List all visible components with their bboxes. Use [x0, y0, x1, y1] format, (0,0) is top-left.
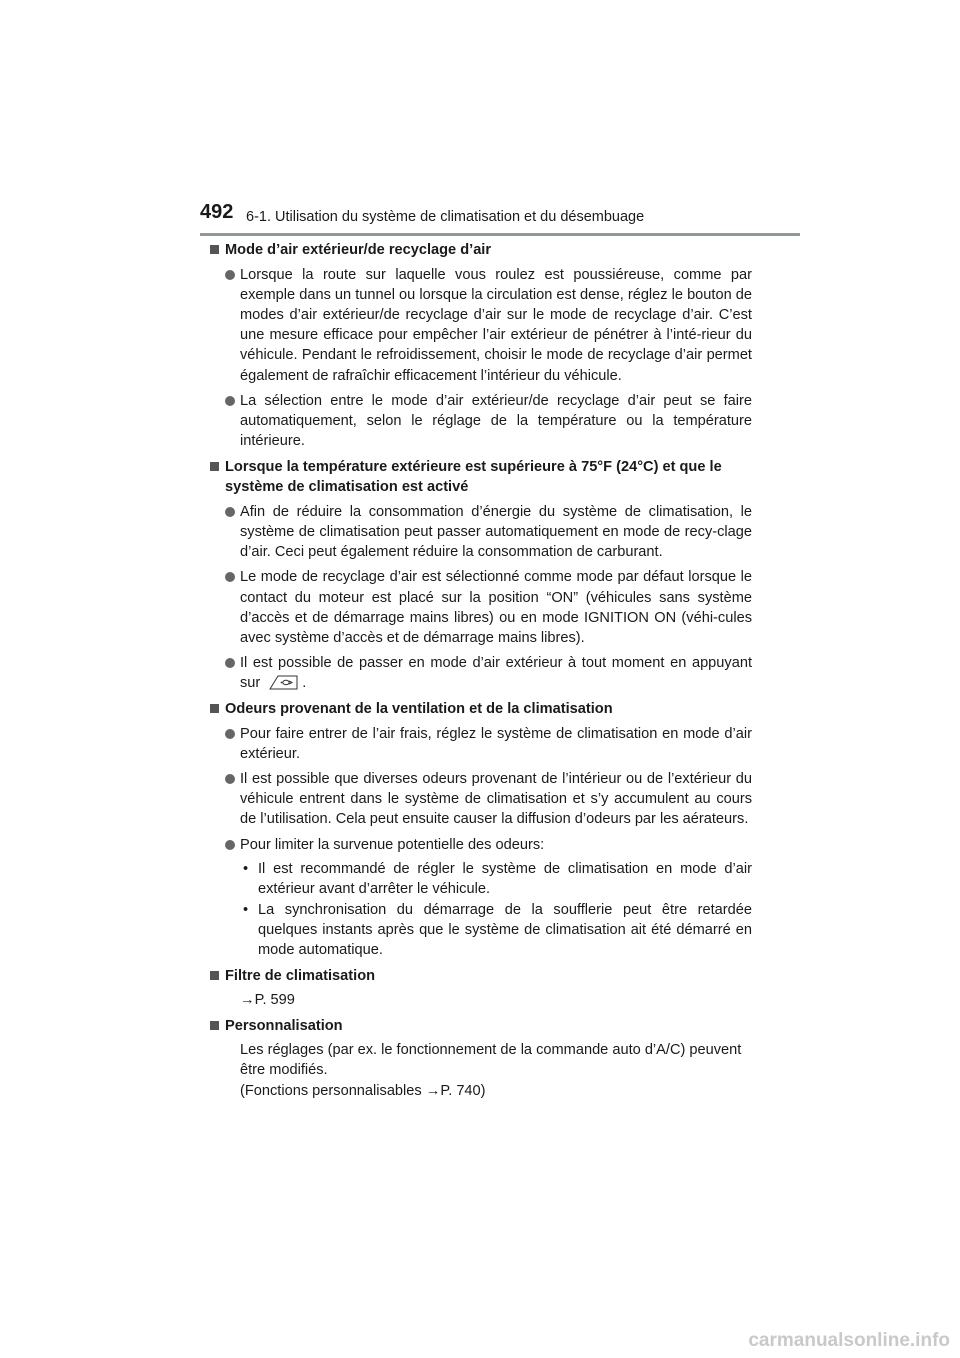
- section-square-icon: [210, 1021, 219, 1030]
- footer-watermark: carmanualsonline.info: [748, 1330, 950, 1351]
- sub-bullet-item: [210, 900, 752, 960]
- bullet-dot-icon: [225, 658, 235, 668]
- chapter-title: 6-1. Utilisation du système de climatisation et du désembuage: [246, 209, 645, 225]
- bullet-item: [210, 502, 752, 562]
- bullet-item: [210, 391, 752, 451]
- heading-text: Lorsque la température extérieure est supérieure à 75°F (24°C) et que le système de climatisation est activé: [225, 458, 722, 496]
- section-square-icon: [210, 704, 219, 713]
- header-rule: [200, 233, 800, 236]
- bullet-text-end: .: [302, 674, 307, 691]
- bullet-text: Afin de réduire la consommation d’énergie du système de climatisation, le système de climatisation peut passer automatiquement en mode de recy-clage d’air. Ceci peut également réduire la consommation de carburant.: [240, 504, 752, 561]
- bullet-text: Il est possible de passer en mode d’air extérieur à tout moment en appuyant sur: [240, 654, 752, 691]
- page-number: 492: [200, 201, 234, 223]
- bullet-dot-icon: [225, 572, 235, 582]
- bullet-text: Lorsque la route sur laquelle vous roulez est poussiéreuse, comme par exemple dans un tunnel ou lorsque la circulation est dense, réglez le bouton de modes d’air extérieur/de recyclage d’air sur le mode de recyclage d’air. C’est une mesure efficace pour empêcher l’air extérieur de pénétrer à l’inté-rieur du véhicule. Pendant le refroidissement, choisir le mode de recyclage d’air permet également de rafraîchir efficacement l’intérieur du véhicule.: [240, 267, 752, 384]
- bullet-text: Le mode de recyclage d’air est sélectionné comme mode par défaut lorsque le contact du moteur est placé sur la position “ON” (véhicules sans système d’accès et de démarrage mains libres) ou en mode IGNITION ON (véhi-cules avec système d’accès et de démarrage mains libres).: [240, 569, 752, 646]
- page-header: [0, 0, 960, 240]
- section-heading: [210, 699, 752, 719]
- section-heading: [210, 457, 752, 497]
- bullet-dot-icon: [225, 729, 235, 739]
- page-reference: →P. 599: [240, 992, 295, 1009]
- paragraph-text: Les réglages (par ex. le fonctionnement de la commande auto d’A/C) peuvent être modifiés.: [240, 1042, 742, 1079]
- bullet-dot-icon: [225, 840, 235, 850]
- section-square-icon: [210, 245, 219, 254]
- heading-text: Mode d’air extérieur/de recyclage d’air: [225, 242, 492, 258]
- heading-text: Odeurs provenant de la ventilation et de la climatisation: [225, 700, 613, 717]
- sub-bullet-text: Il est recommandé de régler le système de climatisation en mode d’air extérieur avant d’arrêter le véhicule.: [258, 860, 752, 897]
- section-square-icon: [210, 971, 219, 980]
- bullet-text: Pour limiter la survenue potentielle des odeurs:: [240, 836, 545, 853]
- bullet-dot-icon: [225, 507, 235, 517]
- bullet-dot-icon: [225, 270, 235, 280]
- section-heading: [210, 240, 752, 260]
- bullet-text: La sélection entre le mode d’air extérieur/de recyclage d’air peut se faire automatiquement, selon le réglage de la température ou la température intérieure.: [240, 392, 752, 449]
- page-content: [210, 240, 752, 1101]
- section-square-icon: [210, 462, 219, 471]
- bullet-item: [210, 724, 752, 764]
- bullet-dot-icon: [225, 774, 235, 784]
- section-heading: [210, 1016, 752, 1036]
- bullet-item: [210, 769, 752, 829]
- bullet-text: Pour faire entrer de l’air frais, réglez le système de climatisation en mode d’air extérieur.: [240, 726, 752, 763]
- bullet-dot-icon: [225, 396, 235, 406]
- bullet-item: [210, 265, 752, 386]
- bullet-item: [210, 567, 752, 647]
- page-reference: (Fonctions personnalisables →P. 740): [240, 1082, 486, 1099]
- bullet-item: [210, 653, 752, 693]
- heading-text: Filtre de climatisation: [225, 968, 376, 985]
- bullet-text: Il est possible que diverses odeurs provenant de l’intérieur ou de l’extérieur du véhicule entrent dans le système de climatisation et s’y accumulent au cours de l’utilisation. Cela peut ensuite causer la diffusion d’odeurs par les aérateurs.: [240, 771, 752, 828]
- sub-bullet-dot: •: [243, 901, 249, 918]
- air-intake-recirculation-icon: [268, 673, 298, 691]
- section-heading: [210, 966, 752, 986]
- bullet-item: [210, 835, 752, 855]
- heading-text: Personnalisation: [225, 1018, 343, 1035]
- sub-bullet-item: [210, 859, 752, 899]
- sub-bullet-dot: •: [243, 860, 249, 877]
- sub-bullet-text: La synchronisation du démarrage de la soufflerie peut être retardée quelques instants après que le système de climatisation ait été démarré en mode automatique.: [258, 901, 752, 958]
